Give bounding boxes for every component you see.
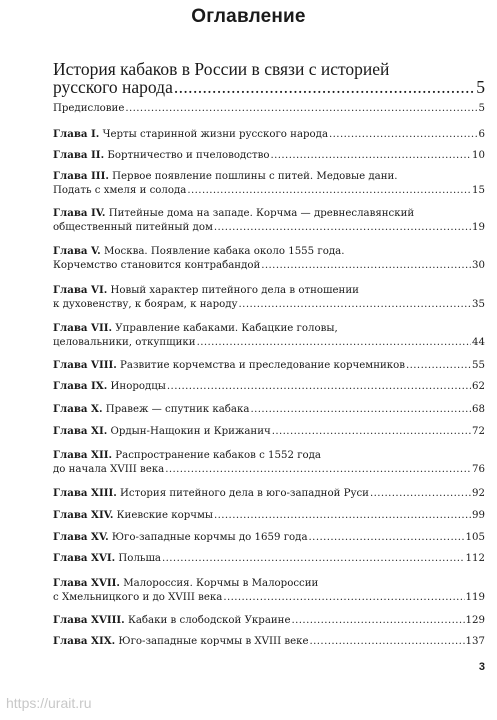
chapter-title: Польша [118, 553, 162, 564]
toc-entry-line [53, 463, 485, 477]
toc-entry-line [53, 576, 485, 591]
dot-leader [214, 221, 471, 235]
toc-page-number: 6 [478, 129, 485, 140]
toc-entry-line [53, 486, 485, 501]
toc-page-number: 99 [472, 510, 485, 521]
chapter-title: к духовенству, к боярам, к народу [53, 299, 238, 310]
toc-page-number: 105 [465, 532, 485, 543]
chapter-title: Первое появление пошлины с питей. Медовые дани. [112, 171, 398, 182]
toc-entry-line [53, 127, 485, 142]
chapter-label: Глава XVII. [53, 577, 120, 589]
chapter-label: Глава V. [53, 245, 101, 257]
toc-entry-line [53, 321, 485, 336]
chapter-title: Бортничество и пчеловодство [107, 150, 270, 161]
toc-entry-line [53, 613, 485, 628]
chapter-title: Распространение кабаков с 1552 года [115, 450, 322, 461]
toc-entry[interactable] [53, 551, 485, 566]
chapter-title: Киевские корчмы [116, 510, 213, 521]
toc-entry[interactable] [53, 576, 485, 605]
toc-page-number: 112 [465, 553, 485, 564]
dot-leader [310, 635, 465, 649]
chapter-label: Глава XI. [53, 425, 108, 437]
toc-entry-line [53, 206, 485, 221]
toc-page-number: 92 [472, 488, 485, 499]
toc-page-number: 10 [472, 150, 485, 161]
page-title: Оглавление [191, 6, 306, 27]
toc-entry[interactable] [53, 169, 485, 198]
toc-page-number: 72 [472, 426, 485, 437]
chapter-title: Юго-западные корчмы в XVIII веке [118, 636, 309, 647]
toc-entry[interactable] [53, 613, 485, 628]
dot-leader [261, 259, 471, 273]
toc-entry[interactable] [53, 448, 485, 477]
book-page-number: 5 [476, 77, 485, 97]
toc-entry[interactable] [53, 358, 485, 373]
dot-leader [250, 403, 471, 417]
toc-page-number: 62 [472, 381, 485, 392]
toc-page-number: 5 [478, 103, 485, 114]
toc-entry-line [53, 634, 485, 649]
dot-leader [239, 298, 471, 312]
chapter-label: Глава VI. [53, 284, 108, 296]
toc-entry-line [53, 169, 485, 184]
chapter-title: Управление кабаками. Кабацкие головы, [115, 323, 338, 334]
toc-entry[interactable] [53, 508, 485, 523]
chapter-title: Развитие корчемства и преследование корчемников [120, 360, 406, 371]
toc-entry-line [53, 424, 485, 439]
chapter-title: Подать с хмеля и солода [53, 185, 187, 196]
chapter-title: Правеж — спутник кабака [105, 404, 250, 415]
chapter-label: Глава XIV. [53, 509, 114, 521]
book-title-line-1 [53, 60, 485, 78]
chapter-title: Питейные дома на западе. Корчма — древнеславянский [108, 208, 415, 219]
chapter-title: Черты старинной жизни русского народа [102, 129, 329, 140]
dot-leader [309, 531, 465, 545]
chapter-label: Глава XIII. [53, 487, 117, 499]
dot-leader [165, 463, 471, 477]
toc-entry[interactable] [53, 530, 485, 545]
toc-entry-line [53, 508, 485, 523]
page-number: 3 [478, 661, 485, 673]
toc-page-number: 30 [472, 260, 485, 271]
dot-leader [329, 128, 477, 142]
toc-entry-line [53, 402, 485, 417]
toc-page-number: 19 [472, 222, 485, 233]
toc-entry[interactable] [53, 486, 485, 501]
toc-entry-line [53, 591, 485, 605]
toc-entry[interactable] [53, 283, 485, 312]
dot-leader [162, 552, 465, 566]
chapter-title: Кабаки в слободской Украине [127, 615, 291, 626]
chapter-label: Глава XIX. [53, 635, 116, 647]
chapter-title: до начала XVIII века [53, 464, 165, 475]
chapter-label: Глава XV. [53, 531, 109, 543]
toc-entry[interactable] [53, 206, 485, 235]
chapter-label: Глава IX. [53, 380, 108, 392]
chapter-label: Глава XVIII. [53, 614, 125, 626]
toc-entry[interactable] [53, 379, 485, 394]
dot-leader [292, 614, 465, 628]
toc-entry[interactable] [53, 127, 485, 142]
dot-leader [174, 78, 475, 96]
chapter-title: Инородцы [110, 381, 166, 392]
chapter-title: Новый характер питейного дела в отношении [110, 285, 359, 296]
chapter-title: Корчемство становится контрабандой [53, 260, 261, 271]
chapter-title: целовальники, откупщики [53, 337, 196, 348]
toc-entry-line [53, 551, 485, 566]
book-title-text-1: История кабаков в России в связи с историей [53, 59, 390, 79]
toc-page-number: 119 [465, 592, 485, 603]
chapter-label: Глава III. [53, 170, 109, 182]
toc-entry[interactable] [53, 424, 485, 439]
dot-leader [223, 591, 464, 605]
dot-leader [197, 336, 471, 350]
dot-leader [272, 425, 471, 439]
toc-entry-line [53, 148, 485, 163]
dot-leader [271, 149, 472, 163]
toc-entry-line [53, 244, 485, 259]
toc-entry[interactable] [53, 102, 485, 116]
toc-entry[interactable] [53, 148, 485, 163]
chapter-title: общественный питейный дом [53, 222, 213, 233]
toc-entry-line [53, 221, 485, 235]
toc-entry-line [53, 530, 485, 545]
watermark: https://urait.ru [6, 695, 92, 711]
toc-entry-line [53, 379, 485, 394]
toc-entry-line [53, 259, 485, 273]
toc-entry-line [53, 448, 485, 463]
chapter-title: Юго-западные корчмы до 1659 года [111, 532, 308, 543]
book-entry[interactable] [53, 60, 485, 96]
dot-leader [214, 509, 471, 523]
toc-page-number: 68 [472, 404, 485, 415]
toc-entry-line [53, 102, 485, 116]
dot-leader [370, 487, 471, 501]
toc-entry-line [53, 358, 485, 373]
dot-leader [406, 359, 471, 373]
chapter-label: Глава IV. [53, 207, 106, 219]
toc-page-number: 44 [472, 337, 485, 348]
toc-entry[interactable] [53, 402, 485, 417]
chapter-label: Глава X. [53, 403, 103, 415]
chapter-title: с Хмельницкого и до XVIII века [53, 592, 223, 603]
toc-page-number: 55 [472, 360, 485, 371]
dot-leader [187, 184, 471, 198]
toc-entry-line [53, 298, 485, 312]
chapter-title: Ордын-Нащокин и Крижанич [110, 426, 271, 437]
toc-entry-line [53, 336, 485, 350]
chapter-label: Глава VIII. [53, 359, 117, 371]
chapter-title: История питейного дела в юго-западной Руси [120, 488, 369, 499]
toc-entry[interactable] [53, 244, 485, 273]
chapter-label: Глава II. [53, 149, 105, 161]
book-title-line-2 [53, 78, 485, 96]
chapter-title: Малороссия. Корчмы в Малороссии [123, 578, 319, 589]
toc-page-number: 137 [465, 636, 485, 647]
book-title-text-2: русского народа [53, 77, 173, 97]
chapter-title: Предисловие [53, 103, 125, 114]
chapter-title: Москва. Появление кабака около 1555 года. [103, 246, 345, 257]
toc-entry[interactable] [53, 321, 485, 350]
toc-page-number: 15 [472, 185, 485, 196]
toc-entry[interactable] [53, 634, 485, 649]
dot-leader [125, 102, 477, 116]
toc-page-number: 76 [472, 464, 485, 475]
toc-page-number: 129 [465, 615, 485, 626]
toc-entry-line [53, 283, 485, 298]
toc-page-number: 35 [472, 299, 485, 310]
chapter-label: Глава XVI. [53, 552, 116, 564]
chapter-label: Глава VII. [53, 322, 113, 334]
chapter-label: Глава XII. [53, 449, 113, 461]
toc-entry-line [53, 184, 485, 198]
dot-leader [167, 380, 471, 394]
chapter-label: Глава I. [53, 128, 100, 140]
